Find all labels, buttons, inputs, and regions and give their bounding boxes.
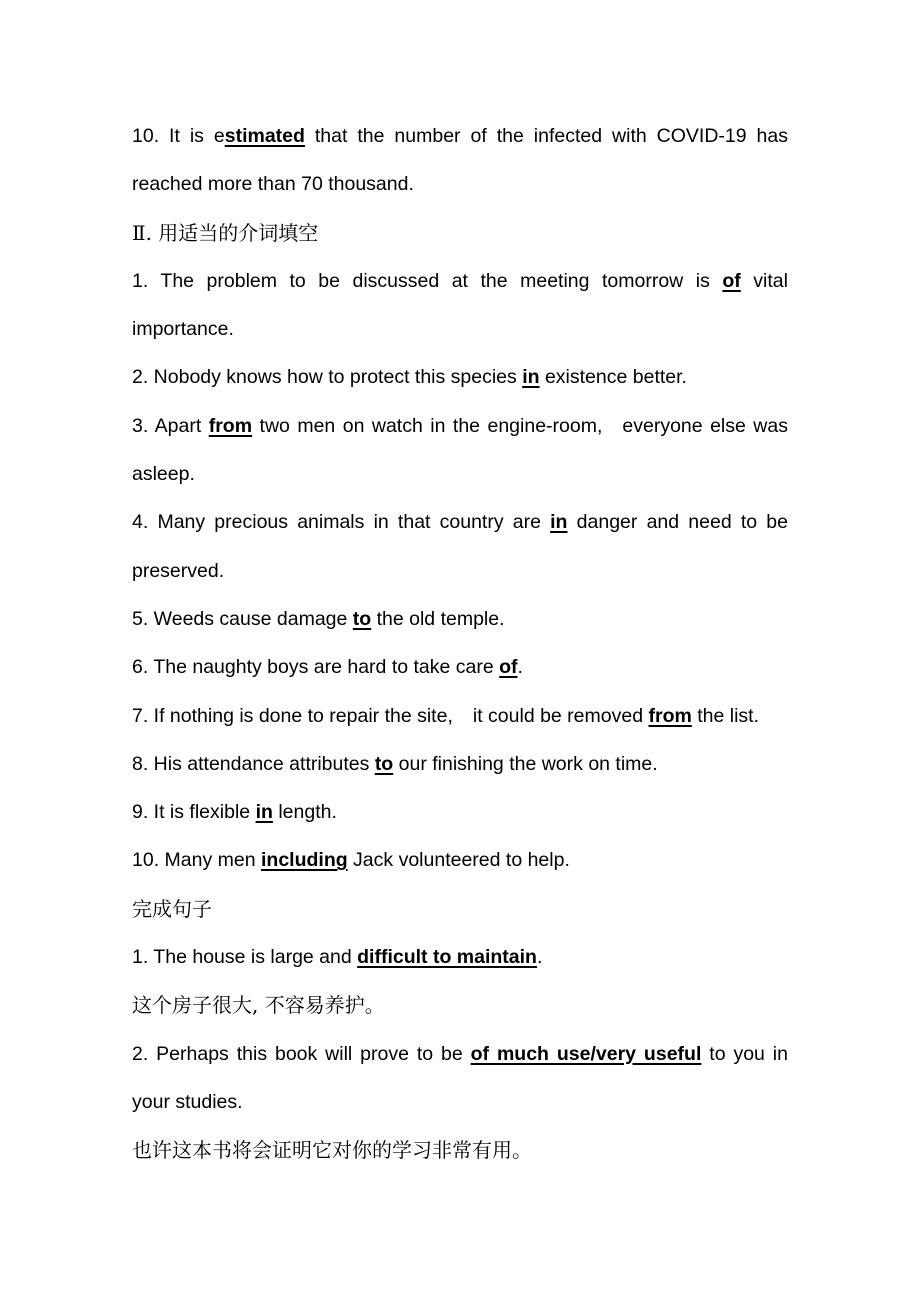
sentence-text: reached more than 70 thousand. [132,173,414,196]
exercise-line [132,740,788,788]
exercise-line [132,643,788,691]
sentence-text: 1. The problem to be discussed at the meeting tomorrow is [132,269,723,292]
sentence-text: Jack volunteered to help. [347,849,570,872]
sentence-text: the list. [691,704,760,727]
answer-blank: stimated [224,125,305,147]
exercise-line [132,1078,788,1126]
sentence-text: 5. Weeds cause damage [132,607,353,630]
translation-line: 也许这本书将会证明它对你的学习非常有用。 [132,1138,532,1163]
sentence-text: the old temple. [371,607,505,630]
sentence-text: 8. His attendance attributes [132,752,375,775]
sentence-text: 2. Perhaps this book will prove to be [132,1042,471,1065]
exercise-line [132,160,788,208]
document-page [132,112,788,1175]
translation-line: 这个房子很大, 不容易养护。 [132,993,385,1018]
exercise-line [132,305,788,353]
answer-blank: difficult to maintain [357,946,537,969]
sentence-text: asleep. [132,463,195,486]
sentence-text: two men on watch in the engine-room, [252,414,603,437]
sentence-text: everyone else was [622,414,788,437]
answer-blank: to [352,607,372,630]
section-heading: 完成句子 [132,896,212,921]
exercise-line [132,836,788,884]
exercise-line [132,595,788,643]
exercise-line [132,1030,788,1078]
answer-blank: in [550,511,568,534]
exercise-line [132,257,788,305]
exercise-line [132,450,788,498]
sentence-text: length. [272,801,337,824]
sentence-text: . [517,656,523,679]
sentence-text: your studies. [132,1090,243,1113]
sentence-text: importance. [132,318,234,341]
exercise-line [132,353,788,401]
answer-blank: from [208,414,253,437]
answer-blank: including [260,849,348,872]
sentence-text: 3. Apart [132,414,209,437]
answer-blank: of [499,656,518,679]
sentence-text: danger and need to be [567,511,788,534]
exercise-line [132,547,788,595]
sentence-text: it could be removed [472,704,649,727]
sentence-text: 10. Many men [132,849,261,872]
sentence-text: 6. The naughty boys are hard to take care [132,656,500,679]
exercise-line [132,498,788,546]
sentence-text: . [536,946,543,969]
answer-blank: in [522,366,540,389]
exercise-line [132,112,788,160]
answer-blank: to [374,752,394,775]
sentence-text: preserved. [132,559,225,582]
answer-blank: in [255,801,273,824]
sentence-text: that the number of the infected with COVID-19 has [304,125,788,147]
exercise-line [132,402,788,450]
sentence-text: 1. The house is large and [132,946,358,969]
sentence-text: existence better. [539,366,687,389]
exercise-line [132,692,788,740]
sentence-text: 9. It is flexible [132,801,256,824]
answer-blank: of [722,269,741,292]
sentence-text: 7. If nothing is done to repair the site, [132,704,453,727]
answer-blank: from [648,704,692,727]
sentence-text: 2. Nobody knows how to protect this species [132,366,523,389]
sentence-text: vital [740,269,788,292]
sentence-text: 4. Many precious animals in that country are [132,511,551,534]
sentence-text: our finishing the work on time. [393,752,658,775]
sentence-text: 10. It is e [132,125,225,147]
exercise-line [132,788,788,836]
answer-blank: of much use/very useful [470,1042,702,1065]
sentence-text: to you in [701,1042,788,1065]
section-heading: Ⅱ. 用适当的介词填空 [132,220,319,245]
exercise-line [132,933,788,981]
